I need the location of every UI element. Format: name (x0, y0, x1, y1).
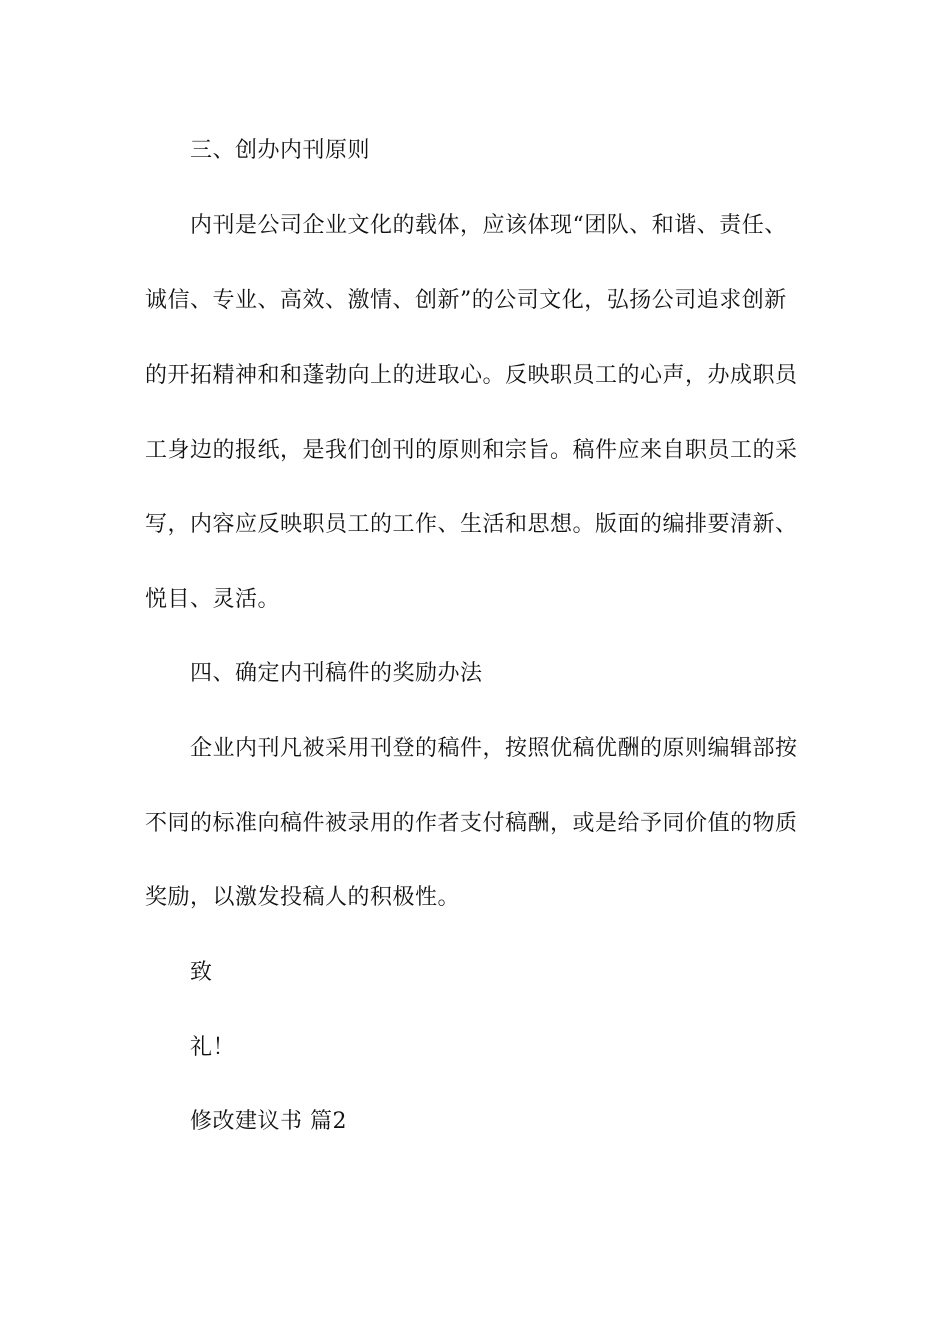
paragraph-line: 奖励，以激发投稿人的积极性。 (145, 885, 461, 910)
paragraph-line: 的开拓精神和和蓬勃向上的进取心。反映职员工的心声，办成职员 (145, 363, 798, 388)
paragraph-line: 企业内刊凡被采用刊登的稿件，按照优稿优酬的原则编辑部按 (190, 736, 798, 761)
paragraph-line: 诚信、专业、高效、激情、创新”的公司文化，弘扬公司追求创新 (145, 288, 787, 313)
section-heading-4: 四、确定内刊稿件的奖励办法 (190, 661, 483, 686)
section-heading-3: 三、创办内刊原则 (190, 138, 371, 163)
paragraph-line: 写，内容应反映职员工的工作、生活和思想。版面的编排要清新、 (145, 512, 798, 537)
paragraph-line: 内刊是公司企业文化的载体，应该体现“团队、和谐、责任、 (190, 213, 787, 238)
next-section-title: 修改建议书 篇2 (190, 1109, 347, 1134)
closing-regards: 礼！ (190, 1035, 236, 1060)
paragraph-line: 悦目、灵活。 (145, 587, 281, 612)
paragraph-line: 不同的标准向稿件被录用的作者支付稿酬，或是给予同价值的物质 (145, 811, 798, 836)
closing-salutation: 致 (190, 960, 213, 985)
paragraph-line: 工身边的报纸，是我们创刊的原则和宗旨。稿件应来自职员工的采 (145, 438, 798, 463)
